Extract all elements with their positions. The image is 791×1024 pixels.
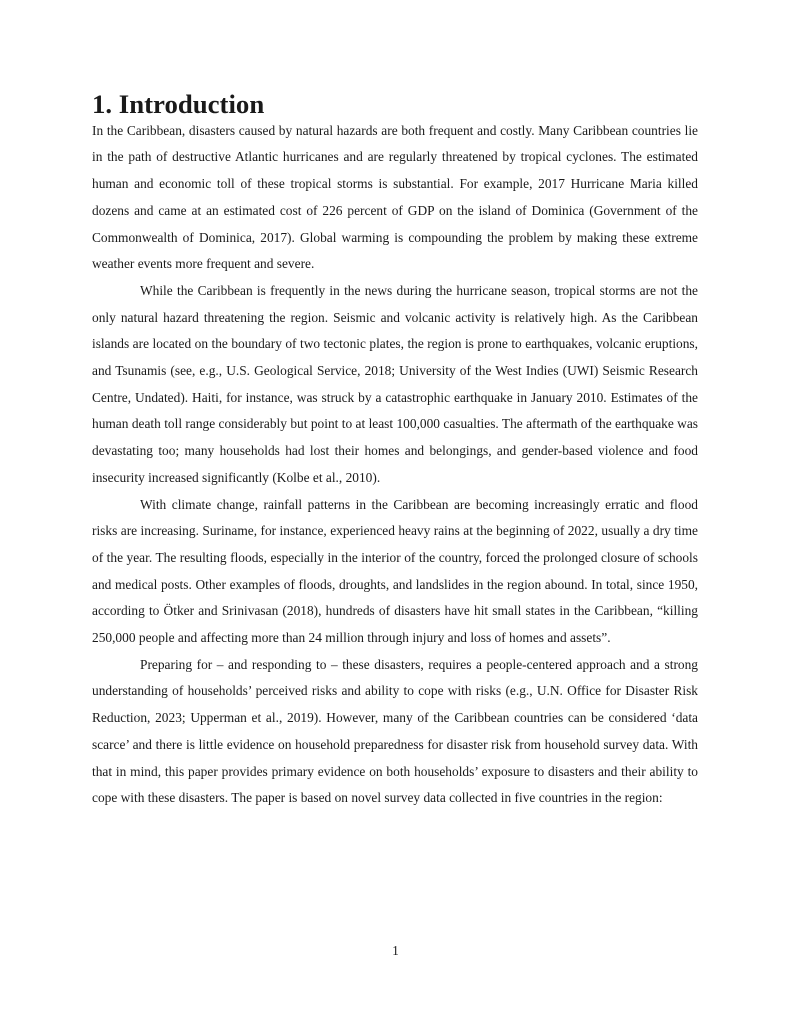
paragraph-4: Preparing for – and responding to – these disasters, requires a people-centered approach and a strong understanding of households’ perceived risks and ability to cope with risks (e.g., U.N. Office for Disaster Risk Reduction, 2023; Upperman et al., 2019). However, many of the Caribbean countries can be considered ‘data scarce’ and there is little evidence on household preparedness for disaster risk from household survey data. With that in mind, this paper provides primary evidence on both households’ exposure to disasters and their ability to cope with these disasters. The paper is based on novel survey data collected in five countries in the region: [92,656,698,806]
paragraph-2: While the Caribbean is frequently in the news during the hurricane season, tropical storms are not the only natural hazard threatening the region. Seismic and volcanic activity is relatively high. As the Caribbean islands are located on the boundary of two tectonic plates, the region is prone to earthquakes, volcanic eruptions, and Tsunamis (see, e.g., U.S. Geological Service, 2018; University of the West Indies (UWI) Seismic Research Centre, Undated). Haiti, for instance, was struck by a catastrophic earthquake in January 2010. Estimates of the human death toll range considerably but point to at least 100,000 casualties. The aftermath of the earthquake was devastating too; many households had lost their homes and belongings, and gender-based violence and food insecurity increased significantly (Kolbe et al., 2010). [92,282,698,485]
body-text [92,91,698,812]
paragraph-3: With climate change, rainfall patterns in the Caribbean are becoming increasingly erratic and flood risks are increasing. Suriname, for instance, experienced heavy rains at the beginning of 2022, usually a dry time of the year. The resulting floods, especially in the interior of the country, forced the prolonged closure of schools and medical posts. Other examples of floods, droughts, and landslides in the region abound. In total, since 1950, according to Ötker and Srinivasan (2018), hundreds of disasters have hit small states in the Caribbean, “killing 250,000 people and affecting more than 24 million through injury and loss of homes and assets”. [92,496,698,646]
page-number: 1 [392,943,399,958]
section-heading: 1. Introduction [92,89,265,119]
paragraph-1: In the Caribbean, disasters caused by natural hazards are both frequent and costly. Many Caribbean countries lie in the path of destructive Atlantic hurricanes and are regularly threatened by tropical cyclones. The estimated human and economic toll of these tropical storms is substantial. For example, 2017 Hurricane Maria killed dozens and came at an estimated cost of 226 percent of GDP on the island of Dominica (Government of the Commonwealth of Dominica, 2017). Global warming is compounding the problem by making these extreme weather events more frequent and severe. [92,122,698,272]
